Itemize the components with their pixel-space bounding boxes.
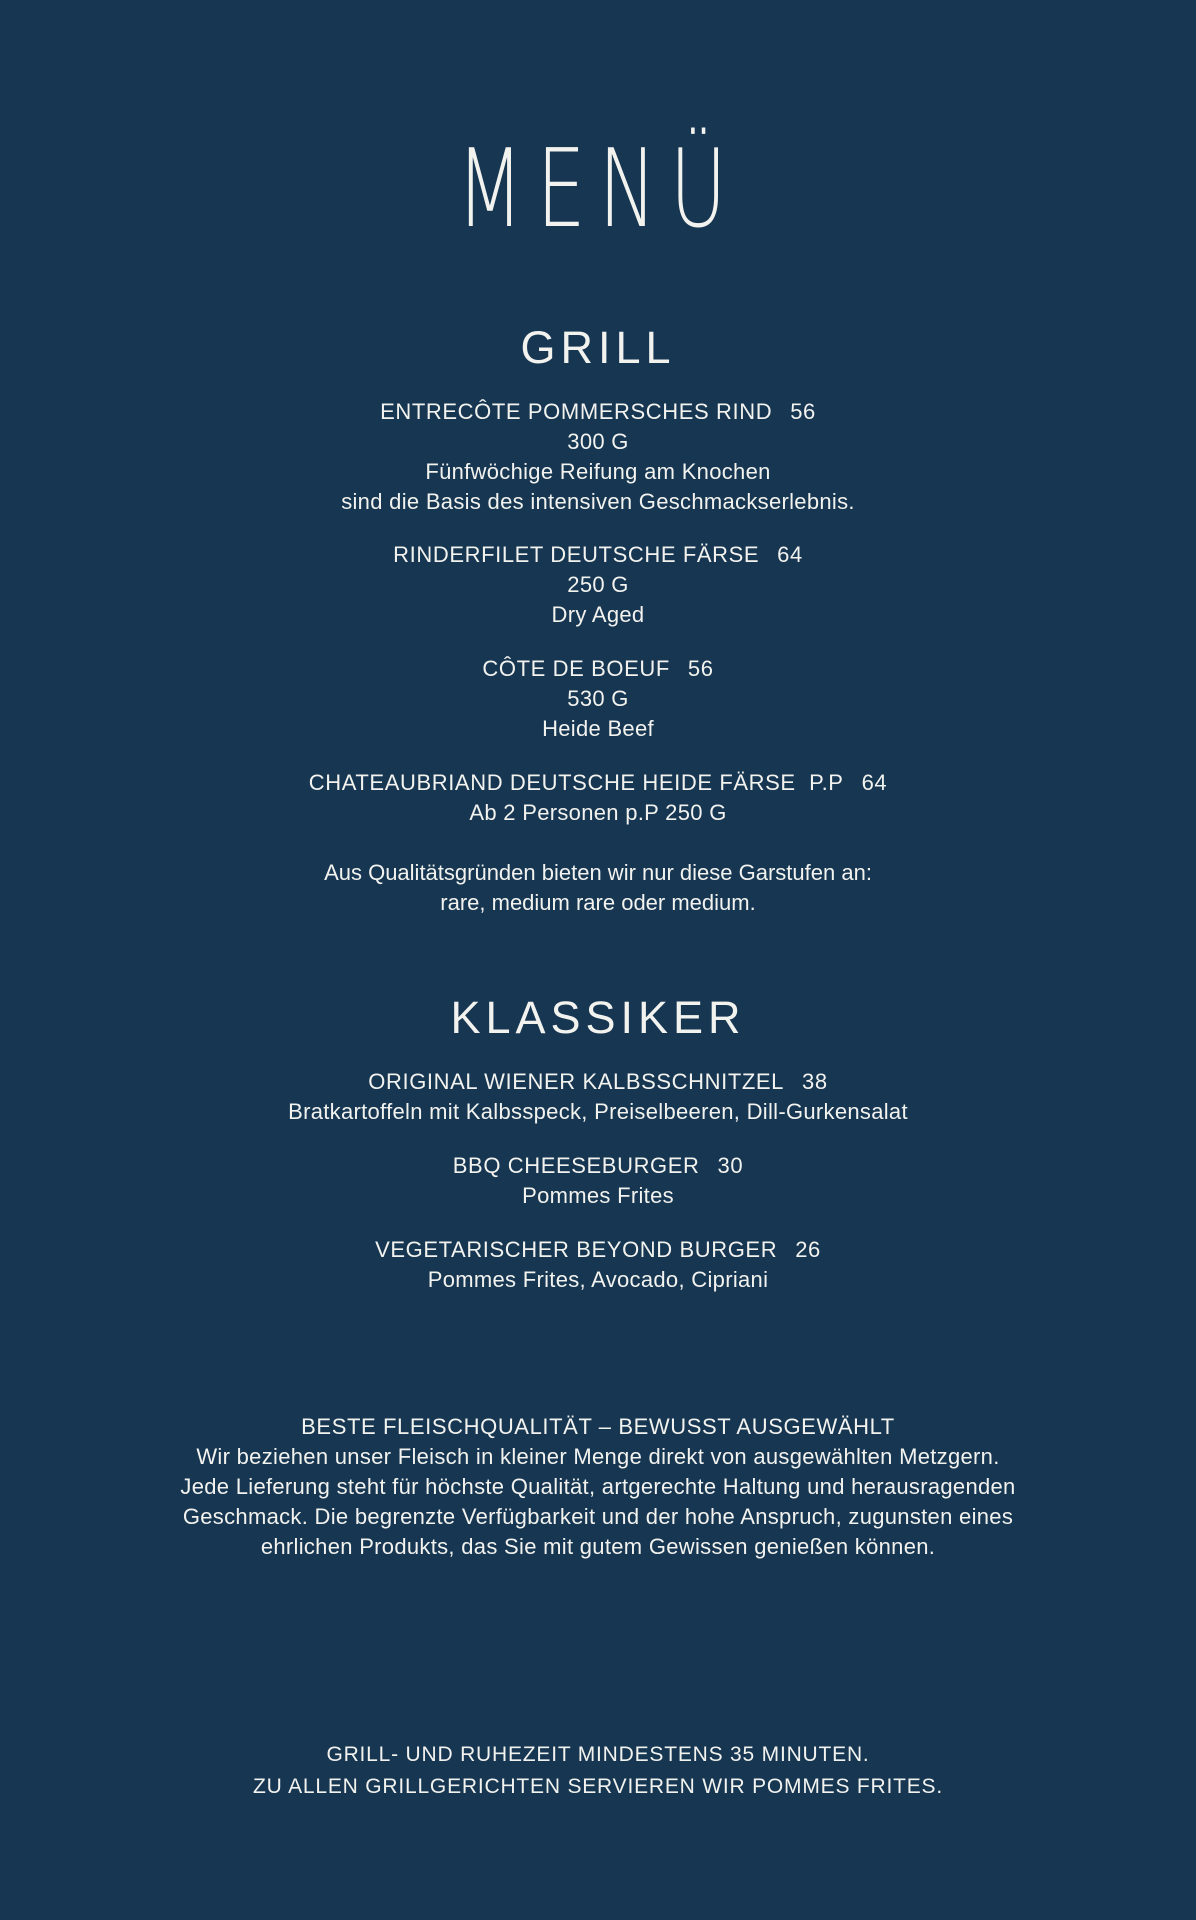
item-detail: 250 G xyxy=(567,572,629,597)
section-title-grill: GRILL xyxy=(520,322,676,373)
quality-line: Geschmack. Die begrenzte Verfügbarkeit und der hohe Anspruch, zugunsten eines xyxy=(182,1504,1014,1529)
quality-line: Wir beziehen unser Fleisch in kleiner Menge direkt von ausgewählten Metzgern. xyxy=(196,1444,1000,1469)
quality-line: ehrlichen Produkts, das Sie mit gutem Gewissen genießen können. xyxy=(260,1534,936,1559)
item-name-line xyxy=(0,1067,1196,1097)
item-name: VEGETARISCHER BEYOND BURGER xyxy=(375,1237,778,1262)
note-line: Aus Qualitätsgründen bieten wir nur diese Garstufen an: xyxy=(324,860,872,885)
item-name: BBQ CHEESEBURGER xyxy=(452,1153,700,1178)
item-detail: Pommes Frites, Avocado, Cipriani xyxy=(427,1267,769,1292)
item-name: ENTRECÔTE POMMERSCHES RIND xyxy=(380,399,773,424)
note-line: rare, medium rare oder medium. xyxy=(440,890,756,915)
item-detail: 530 G xyxy=(567,686,629,711)
item-name-line xyxy=(0,540,1196,570)
item-price: 56 xyxy=(687,656,714,681)
menu-item-schnitzel xyxy=(0,1067,1196,1127)
item-detail: Bratkartoffeln mit Kalbsspeck, Preiselbeeren, Dill-Gurkensalat xyxy=(288,1099,908,1124)
item-detail: Dry Aged xyxy=(551,602,645,627)
item-detail: sind die Basis des intensiven Geschmackserlebnis. xyxy=(341,489,855,514)
item-name: CÔTE DE BOEUF xyxy=(482,656,670,681)
item-name-line xyxy=(0,654,1196,684)
item-name-line xyxy=(0,1235,1196,1265)
section-title-klassiker: KLASSIKER xyxy=(450,992,746,1043)
footer-line: GRILL- UND RUHEZEIT MINDESTENS 35 MINUTEN. xyxy=(326,1743,870,1766)
item-detail: Fünfwöchige Reifung am Knochen xyxy=(425,459,771,484)
item-detail: 300 G xyxy=(567,429,629,454)
footer-note xyxy=(0,1739,1196,1803)
menu-item-chateaubriand xyxy=(0,768,1196,828)
item-name-line xyxy=(0,397,1196,427)
item-name-line xyxy=(0,1151,1196,1181)
item-price: 56 xyxy=(790,399,816,424)
item-name: CHATEAUBRIAND DEUTSCHE HEIDE FÄRSE P.P xyxy=(308,770,844,795)
item-price: 38 xyxy=(802,1069,828,1094)
quality-heading: BESTE FLEISCHQUALITÄT – BEWUSST AUSGEWÄHLT xyxy=(301,1414,895,1439)
item-price: 64 xyxy=(861,770,888,795)
menu-item-beyond-burger xyxy=(0,1235,1196,1295)
menu-title: MENÜ xyxy=(456,127,740,252)
item-detail: Ab 2 Personen p.P 250 G xyxy=(469,800,727,825)
item-price: 26 xyxy=(795,1237,821,1262)
menu-item-rinderfilet xyxy=(0,540,1196,630)
item-price: 64 xyxy=(777,542,803,567)
item-name: ORIGINAL WIENER KALBSSCHNITZEL xyxy=(368,1069,785,1094)
item-price: 30 xyxy=(717,1153,744,1178)
menu-item-entrecote xyxy=(0,397,1196,517)
menu-item-cote-de-boeuf xyxy=(0,654,1196,744)
item-name-line xyxy=(0,768,1196,798)
item-name: RINDERFILET DEUTSCHE FÄRSE xyxy=(393,542,760,567)
menu-item-cheeseburger xyxy=(0,1151,1196,1211)
item-detail: Heide Beef xyxy=(542,716,654,741)
item-detail: Pommes Frites xyxy=(522,1183,674,1208)
footer-line: ZU ALLEN GRILLGERICHTEN SERVIEREN WIR POMMES FRITES. xyxy=(253,1775,943,1798)
quality-line: Jede Lieferung steht für höchste Qualität, artgerechte Haltung und herausragenden xyxy=(180,1474,1016,1499)
doneness-note xyxy=(0,858,1196,918)
quality-statement xyxy=(0,1412,1196,1562)
